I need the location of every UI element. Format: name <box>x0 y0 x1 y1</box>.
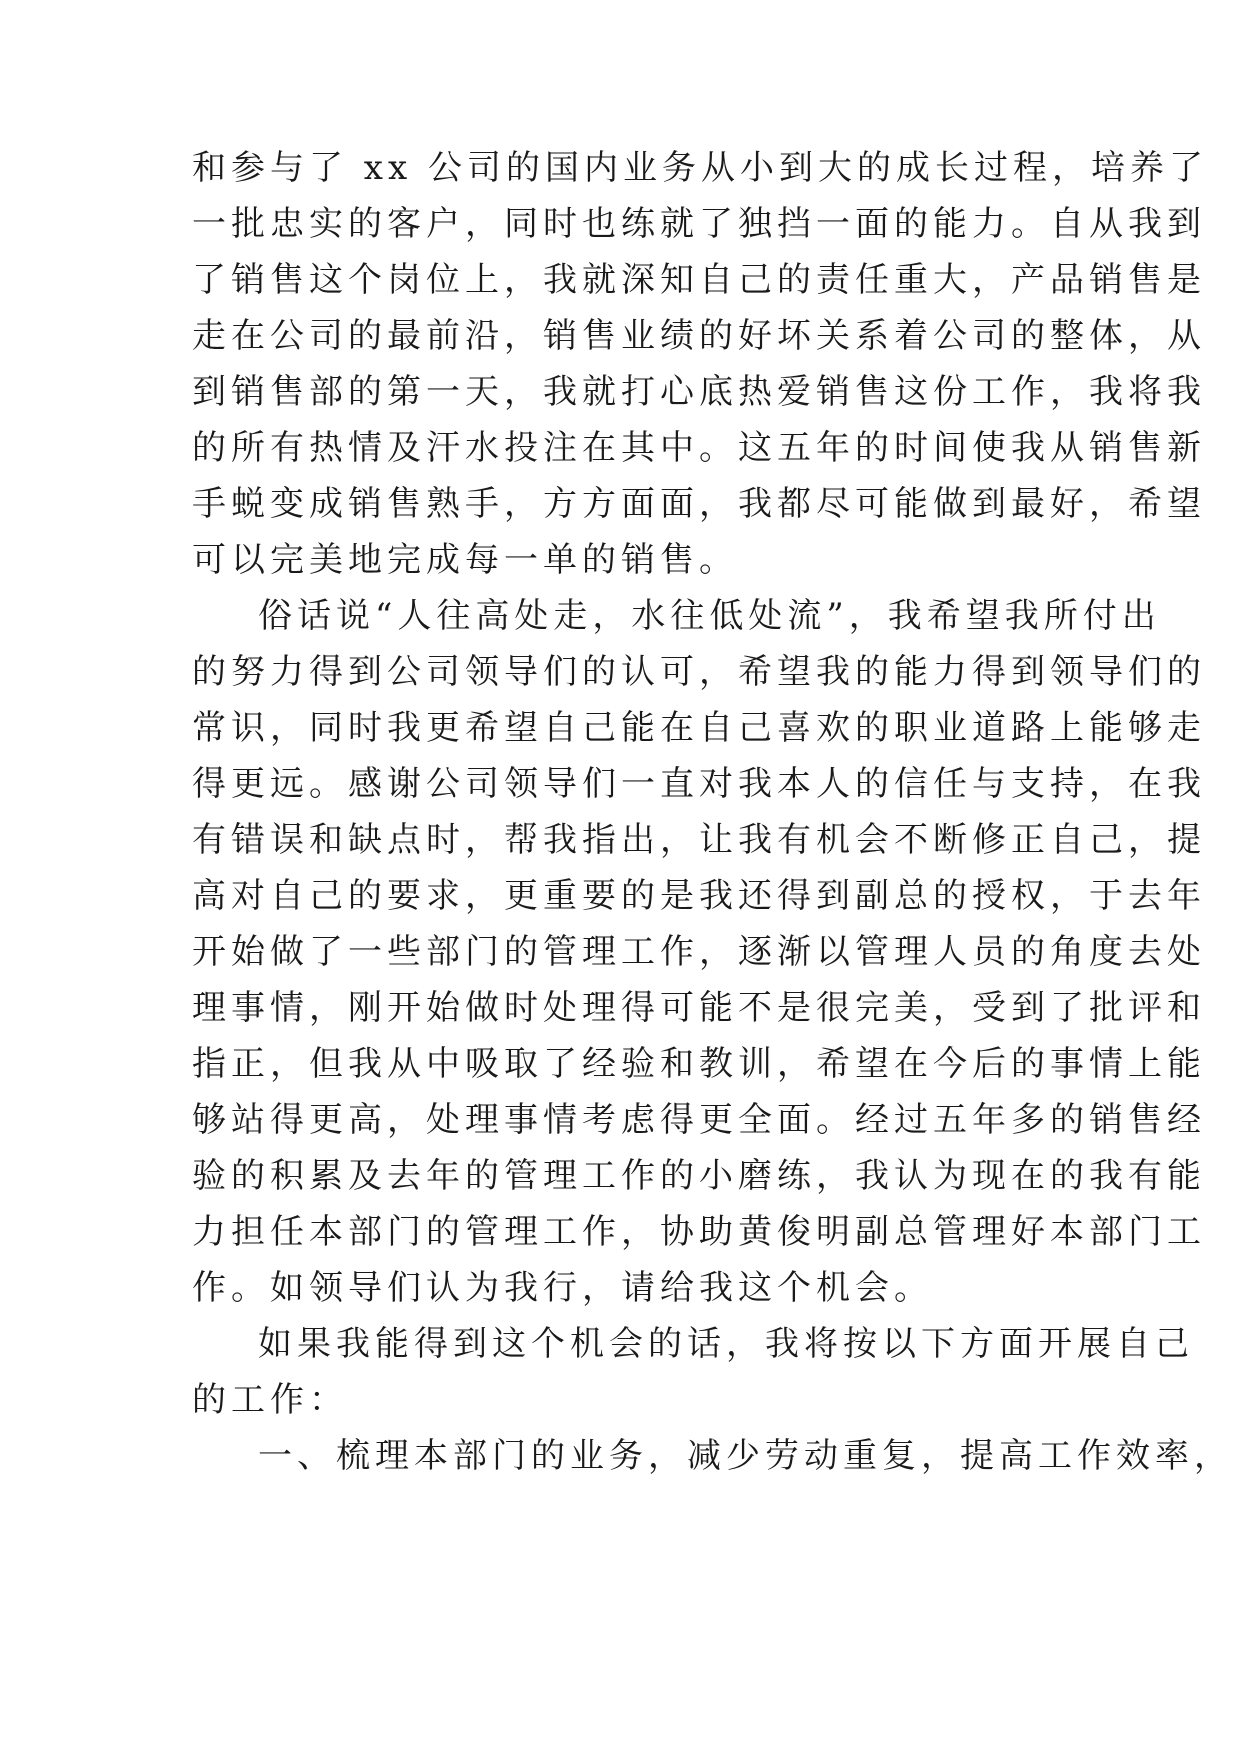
text-line: 够站得更高，处理事情考虑得更全面。经过五年多的销售经 <box>192 1100 1206 1140</box>
text-line: 验的积累及去年的管理工作的小磨练，我认为现在的我有能 <box>192 1156 1206 1196</box>
paragraph-first-line: 如果我能得到这个机会的话，我将按以下方面开展自己 <box>258 1324 1194 1364</box>
text-line: 得更远。感谢公司领导们一直对我本人的信任与支持，在我 <box>192 764 1206 804</box>
text-line: 的工作： <box>192 1380 348 1420</box>
paragraph-first-line: 一、梳理本部门的业务，减少劳动重复，提高工作效率， <box>258 1436 1233 1476</box>
text-line: 力担任本部门的管理工作，协助黄俊明副总管理好本部门工 <box>192 1212 1206 1252</box>
text-line: 常识，同时我更希望自己能在自己喜欢的职业道路上能够走 <box>192 708 1206 748</box>
text-line: 和参与了 xx 公司的国内业务从小到大的成长过程，培养了 <box>192 148 1208 188</box>
text-line: 到销售部的第一天，我就打心底热爱销售这份工作，我将我 <box>192 372 1206 412</box>
text-line: 手蜕变成销售熟手，方方面面，我都尽可能做到最好，希望 <box>192 484 1206 524</box>
text-line: 开始做了一些部门的管理工作，逐渐以管理人员的角度去处 <box>192 932 1206 972</box>
paragraph-first-line: 俗话说“人往高处走，水往低处流”，我希望我所付出 <box>258 596 1161 636</box>
text-line: 一批忠实的客户，同时也练就了独挡一面的能力。自从我到 <box>192 204 1206 244</box>
text-line: 了销售这个岗位上，我就深知自己的责任重大，产品销售是 <box>192 260 1206 300</box>
text-line: 理事情，刚开始做时处理得可能不是很完美，受到了批评和 <box>192 988 1206 1028</box>
text-line: 走在公司的最前沿，销售业绩的好坏关系着公司的整体，从 <box>192 316 1206 356</box>
text-line: 的努力得到公司领导们的认可，希望我的能力得到领导们的 <box>192 652 1206 692</box>
text-line: 的所有热情及汗水投注在其中。这五年的时间使我从销售新 <box>192 428 1206 468</box>
text-line: 有错误和缺点时，帮我指出，让我有机会不断修正自己，提 <box>192 820 1206 860</box>
text-line: 高对自己的要求，更重要的是我还得到副总的授权，于去年 <box>192 876 1206 916</box>
text-line: 指正，但我从中吸取了经验和教训，希望在今后的事情上能 <box>192 1044 1206 1084</box>
text-line: 作。如领导们认为我行，请给我这个机会。 <box>192 1268 933 1308</box>
text-line: 可以完美地完成每一单的销售。 <box>192 540 738 580</box>
